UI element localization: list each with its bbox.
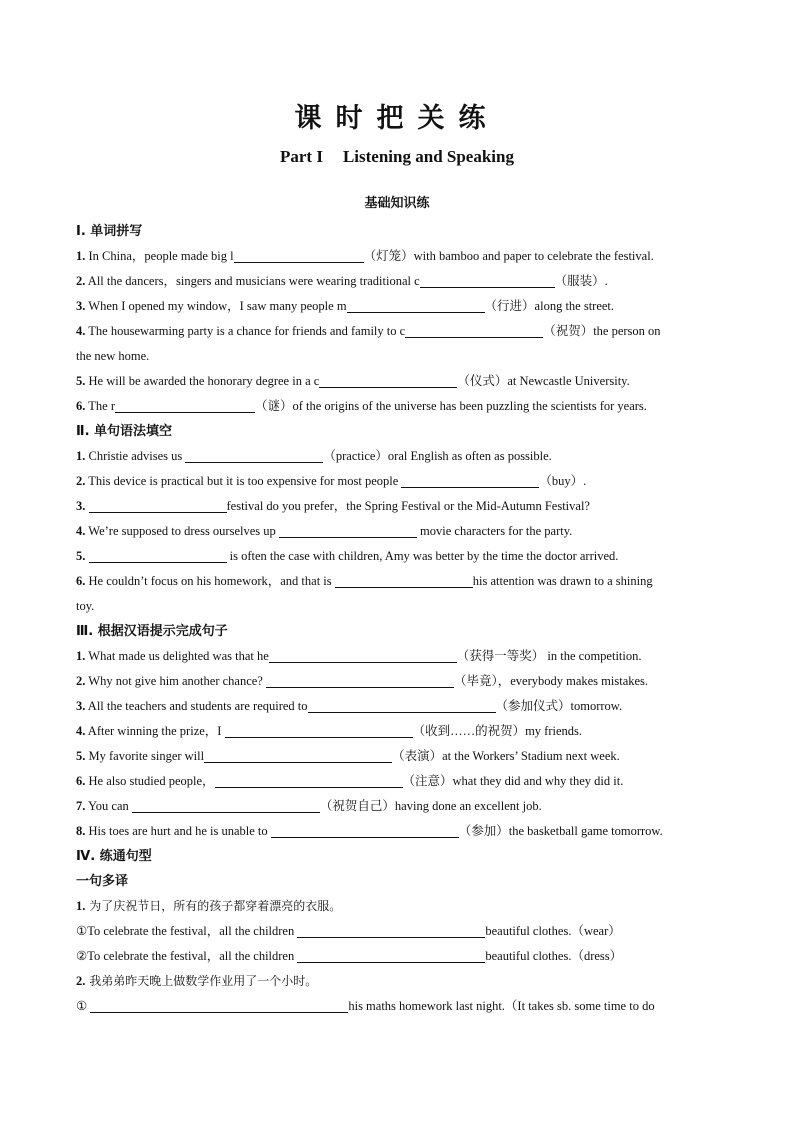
question-text: （buy）. — [539, 474, 587, 488]
question-text: festival do you prefer，the Spring Festival or the Mid-Autumn Festival? — [226, 499, 590, 513]
s2-question-2 — [76, 469, 726, 494]
page-title: 课时把关练 — [294, 103, 500, 134]
s1-question-2 — [76, 269, 726, 294]
question-text: is often the case with children, Amy was better by the time the doctor arrived. — [226, 549, 619, 563]
question-text: （表演）at the Workers’ Stadium next week. — [392, 749, 620, 763]
question-number: 2. — [76, 674, 86, 688]
s1-question-6 — [76, 394, 726, 419]
answer-blank[interactable] — [234, 247, 364, 263]
question-number: 1. — [76, 449, 86, 463]
s4-question-2 — [76, 969, 726, 994]
question-number: 2. — [76, 274, 86, 288]
question-text: He couldn’t focus on his homework，and that is — [85, 574, 335, 588]
s4-question-2-option-1 — [76, 994, 726, 1019]
section-heading-1: Ⅰ. 单词拼写 — [76, 224, 143, 239]
question-text: 我弟弟昨天晚上做数学作业用了一个小时。 — [85, 974, 318, 988]
s3-question-7 — [76, 794, 726, 819]
question-text: ②To celebrate the festival，all the children — [76, 949, 298, 963]
s4-question-1-option-2 — [76, 944, 726, 969]
question-text: He will be awarded the honorary degree in a c — [85, 374, 320, 388]
answer-blank[interactable] — [89, 497, 227, 513]
question-text: （practice）oral English as often as possible. — [323, 449, 552, 463]
section-heading-2: Ⅱ. 单句语法填空 — [76, 424, 173, 439]
answer-blank[interactable] — [271, 822, 459, 838]
answer-blank[interactable] — [90, 997, 348, 1013]
question-text: All the teachers and students are required to — [85, 699, 308, 713]
question-text: Christie advises us — [85, 449, 186, 463]
s2-question-5 — [76, 544, 726, 569]
question-text: beautiful clothes.（wear） — [485, 924, 621, 938]
question-text: All the dancers，singers and musicians were wearing traditional c — [85, 274, 420, 288]
question-text: After winning the prize，I — [85, 724, 225, 738]
s1-question-5 — [76, 369, 726, 394]
question-text: What made us delighted was that he — [85, 649, 269, 663]
s2-question-6-cont: toy. — [76, 599, 95, 613]
answer-blank[interactable] — [297, 947, 485, 963]
question-text: （参加）the basketball game tomorrow. — [458, 824, 663, 838]
section-heading-3: Ⅲ. 根据汉语提示完成句子 — [76, 624, 228, 639]
question-text: （收到……的祝贺）my friends. — [412, 724, 583, 738]
answer-blank[interactable] — [185, 447, 323, 463]
s3-question-4 — [76, 719, 726, 744]
question-text: Why not give him another chance? — [85, 674, 266, 688]
question-number: 4. — [76, 524, 86, 538]
question-text: （参加仪式）tomorrow. — [495, 699, 623, 713]
s2-question-1 — [76, 444, 726, 469]
question-number: 6. — [76, 574, 86, 588]
s2-question-6 — [76, 569, 726, 594]
question-text: My favorite singer will — [85, 749, 205, 763]
question-text: （行进）along the street. — [484, 299, 615, 313]
part-title: Listening and Speaking — [342, 147, 514, 166]
s3-question-8 — [76, 819, 726, 844]
exercise-subtitle: 基础知识练 — [364, 196, 430, 211]
s1-question-4-cont: the new home. — [76, 349, 150, 363]
question-text: （毕竟），everybody makes mistakes. — [453, 674, 649, 688]
question-text: This device is practical but it is too expensive for most people — [85, 474, 402, 488]
question-text: （祝贺自己）having done an excellent job. — [319, 799, 542, 813]
question-number: 1. — [76, 249, 86, 263]
question-text: （祝贺）the person on — [543, 324, 661, 338]
question-number: 5. — [76, 549, 86, 563]
answer-blank[interactable] — [405, 322, 543, 338]
question-number: 5. — [76, 374, 86, 388]
s2-question-3 — [76, 494, 726, 519]
question-text: his maths homework last night.（It takes sb. some time to do — [348, 999, 655, 1013]
answer-blank[interactable] — [279, 522, 417, 538]
question-text: You can — [85, 799, 132, 813]
question-text: （获得一等奖） in the competition. — [456, 649, 642, 663]
answer-blank[interactable] — [115, 397, 255, 413]
question-number: 8. — [76, 824, 86, 838]
answer-blank[interactable] — [89, 547, 227, 563]
question-text: ①To celebrate the festival，all the children — [76, 924, 298, 938]
question-text: ① — [76, 999, 91, 1013]
s1-question-1 — [76, 244, 726, 269]
s4-question-1 — [76, 894, 726, 919]
question-number: 2. — [76, 974, 86, 988]
answer-blank[interactable] — [269, 647, 457, 663]
part-label: Part I — [280, 147, 323, 166]
s3-question-3 — [76, 694, 726, 719]
s2-question-4 — [76, 519, 726, 544]
question-text: In China，people made big l — [85, 249, 234, 263]
question-text: We’re supposed to dress ourselves up — [85, 524, 279, 538]
answer-blank[interactable] — [401, 472, 539, 488]
question-text: （服装）. — [554, 274, 608, 288]
question-number: 1. — [76, 899, 86, 913]
question-number: 4. — [76, 724, 86, 738]
question-number: 2. — [76, 474, 86, 488]
s3-question-2 — [76, 669, 726, 694]
answer-blank[interactable] — [319, 372, 457, 388]
s4-question-1-option-1 — [76, 919, 726, 944]
question-number: 3. — [76, 699, 86, 713]
question-number: 3. — [76, 499, 86, 513]
question-text: his attention was drawn to a shining — [472, 574, 653, 588]
s3-question-1 — [76, 644, 726, 669]
answer-blank[interactable] — [420, 272, 555, 288]
answer-blank[interactable] — [335, 572, 473, 588]
answer-blank[interactable] — [308, 697, 496, 713]
section-heading-4: Ⅳ. 练通句型 — [76, 849, 152, 864]
question-text: （仪式）at Newcastle University. — [457, 374, 630, 388]
part-heading — [0, 147, 794, 167]
question-text: （注意）what they did and why they did it. — [402, 774, 624, 788]
question-text: 为了庆祝节日，所有的孩子都穿着漂亮的衣服。 — [85, 899, 342, 913]
question-text: （灯笼）with bamboo and paper to celebrate the festival. — [363, 249, 654, 263]
answer-blank[interactable] — [347, 297, 485, 313]
question-number: 3. — [76, 299, 86, 313]
s1-question-3 — [76, 294, 726, 319]
question-text: The r — [85, 399, 115, 413]
question-number: 6. — [76, 774, 86, 788]
question-number: 6. — [76, 399, 86, 413]
s1-question-4 — [76, 319, 726, 344]
answer-blank[interactable] — [297, 922, 485, 938]
s3-question-6 — [76, 769, 726, 794]
question-number: 4. — [76, 324, 86, 338]
s3-question-5 — [76, 744, 726, 769]
question-number: 1. — [76, 649, 86, 663]
answer-blank[interactable] — [266, 672, 454, 688]
question-number: 5. — [76, 749, 86, 763]
question-number: 7. — [76, 799, 86, 813]
question-text: movie characters for the party. — [416, 524, 573, 538]
answer-blank[interactable] — [132, 797, 320, 813]
question-text: The housewarming party is a chance for friends and family to c — [85, 324, 406, 338]
answer-blank[interactable] — [204, 747, 392, 763]
answer-blank[interactable] — [215, 772, 403, 788]
answer-blank[interactable] — [225, 722, 413, 738]
question-text: His toes are hurt and he is unable to — [85, 824, 271, 838]
question-text: （谜）of the origins of the universe has been puzzling the scientists for years. — [255, 399, 647, 413]
section-subheading: 一句多译 — [76, 874, 129, 889]
question-text: beautiful clothes.（dress） — [485, 949, 623, 963]
question-text: He also studied people， — [85, 774, 215, 788]
question-text: When I opened my window，I saw many people m — [85, 299, 347, 313]
